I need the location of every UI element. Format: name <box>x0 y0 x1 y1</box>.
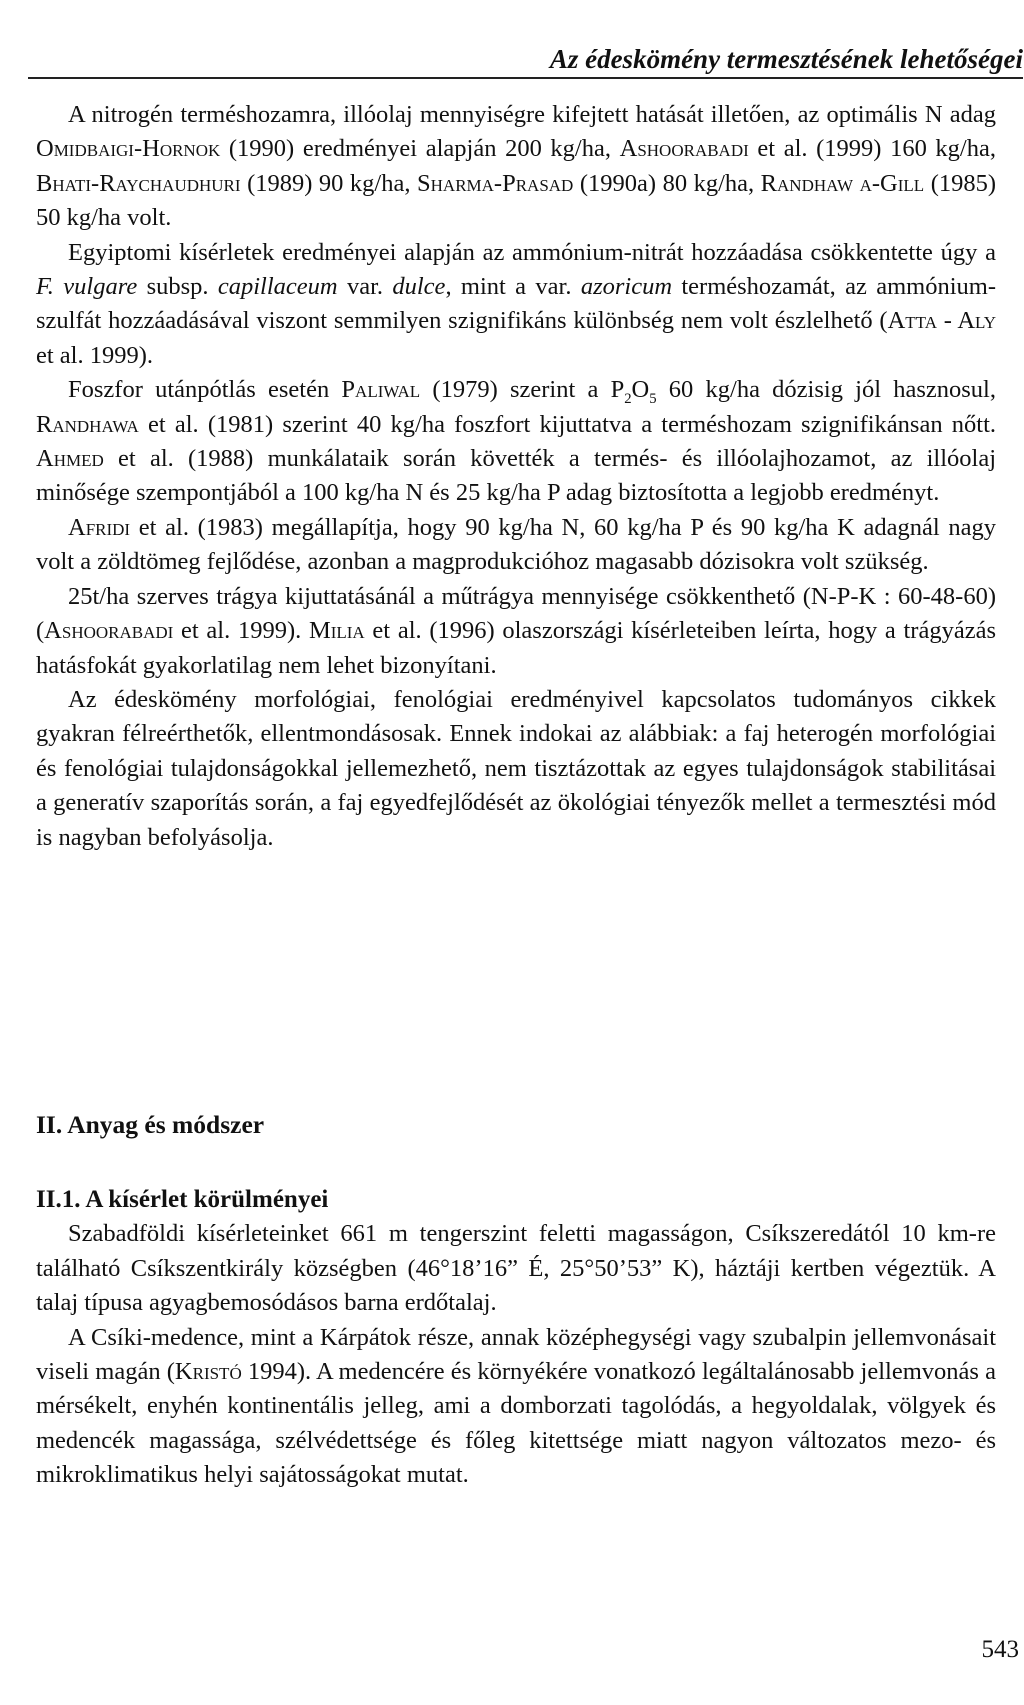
text-span: , mint a var. <box>445 273 581 301</box>
taxon-name: azoricum <box>580 273 673 301</box>
paragraph-manure <box>36 580 996 683</box>
running-title: Az édeskömény termesztésének lehetőségei <box>549 44 1023 74</box>
text-span: (1985) 50 kg/ha volt. <box>36 169 997 232</box>
page-number: 543 <box>981 1636 1019 1663</box>
text-span: subsp. <box>137 273 218 301</box>
author-name: Omidbaigi-Hornok <box>36 135 221 163</box>
section-heading: II. Anyag és módszer <box>36 1110 265 1139</box>
subscript: 5 <box>649 391 657 408</box>
header-rule <box>28 77 1023 79</box>
section-body-1 <box>36 98 996 855</box>
author-name: Ahmed <box>36 445 104 473</box>
taxon-name: capillaceum <box>217 273 338 301</box>
author-name: Kristó <box>174 1358 242 1386</box>
text-span: et al. 1999). <box>173 617 309 645</box>
text-span: et al. (1999) 160 kg/ha, <box>748 135 996 163</box>
text-span: 1994). A medencére és környékére vonatkozó legáltalánosabb jellemvonás a mérsékelt, enyhén kontinentális jelleg, ami a domborzati tagolódás, a hegyoldalak, völgyek és medencék magassága, szélvédettsége és főleg kitettsége miatt nagyon változatos mezo- és mikroklimatikus helyi sajátosságokat mutat. <box>36 1358 996 1489</box>
text-span: A Csíki-medence, mint a Kárpátok része, annak középhegységi vagy szubalpin jellemvonásait viseli magán ( <box>36 1323 996 1386</box>
author-name: Ashoorabadi <box>44 617 174 645</box>
text-span: A nitrogén terméshozamra, illóolaj mennyiségre kifejtett hatását illetően, az optimális N adag <box>68 101 996 128</box>
text-span: (1990a) 80 kg/ha, <box>573 169 761 197</box>
taxon-name: dulce <box>392 273 446 301</box>
text-span: var. <box>337 273 393 301</box>
subscript: 2 <box>624 391 632 408</box>
text-span: et al. (1983) megállapítja, hogy 90 kg/ha N, 60 kg/ha P és 90 kg/ha K adagnál nagy volt a zöldtömeg fejlődése, azonban a magprodukcióhoz magasabb dózisokra volt szükség. <box>36 513 996 576</box>
text-span: (1990) eredményei alapján 200 kg/ha, <box>220 135 620 163</box>
paragraph-climate <box>36 1321 996 1493</box>
paragraph-phosphorus <box>36 373 996 511</box>
author-name: Paliwal <box>341 376 421 404</box>
text-span: O <box>631 376 650 404</box>
author-name: Ashoorabadi <box>619 135 749 163</box>
author-name: Afridi <box>68 513 131 541</box>
section-body-2 <box>36 1183 996 1493</box>
paragraph-nitrogen <box>36 98 996 236</box>
text-span: terméshozamát, az ammónium-szulfát hozzáadásával viszont semmilyen szignifikáns különbség nem volt észlelhető ( <box>36 273 996 335</box>
author-name: Atta - Aly <box>887 307 996 335</box>
text-span: et al. (1988) munkálataik során követték a termés- és illóolajhozamot, az illóolaj minősége szempontjából a 100 kg/ha N és 25 kg/ha P adag biztosította a legjobb eredményt. <box>36 445 996 507</box>
text-span: (1979) szerint a P <box>420 376 625 404</box>
taxon-name: F. vulgare <box>36 273 138 301</box>
author-name: Randhawa <box>36 410 139 438</box>
text-span: Foszfor utánpótlás esetén <box>68 376 342 404</box>
paragraph-site: Szabadföldi kísérleteinket 661 m tengerszint feletti magasságon, Csíkszeredától 10 km-re található Csíkszentkirály községben (46°18’16” É, 25°50’53” K), háztáji kertben végeztük. A talaj típusa agyagbemosódásos barna erdőtalaj. <box>36 1220 996 1317</box>
text-span: 25t/ha szerves trágya kijuttatásánál a műtrágya mennyisége csökkenthető (N-P-K : 60-48-60) ( <box>36 582 996 645</box>
paragraph-afridi <box>36 511 996 580</box>
author-name: Milia <box>308 617 365 645</box>
subsection-heading: II.1. A kísérlet körülményei <box>36 1186 329 1213</box>
text-span: Egyiptomi kísérletek eredményei alapján az ammónium-nitrát hozzáadása csökkentette úgy a <box>68 238 996 266</box>
author-name: Sharma-Prasad <box>417 169 574 197</box>
text-span: et al. (1981) szerint 40 kg/ha foszfort kijuttatva a terméshozam szignifikánsan nőtt. <box>138 410 996 438</box>
text-span: et al. 1999). <box>36 341 154 369</box>
text-span: Az édeskömény morfológiai, fenológiai eredményivel kapcsolatos tudományos cikkek gyakran félreérthetők, ellentmondásosak. Ennek indokai az alábbiak: a faj heterogén morfológiai és fenológiai tulajdonságokkal jellemezhető, nem tisztázottak az egyes tulajdonságok stabilitásai a generatív szaporítás során, a faj egyedfejlődését az ökológiai tényezők mellet a termesztési mód is nagyban befolyásolja. <box>36 685 996 851</box>
author-name: Randhaw a-Gill <box>760 169 925 197</box>
text-span: 60 kg/ha dózisig jól hasznosul, <box>656 376 996 404</box>
author-name: Bhati-Raychaudhuri <box>36 169 241 197</box>
paragraph-egypt <box>36 236 996 374</box>
paragraph-morphology <box>36 683 996 855</box>
text-span: (1989) 90 kg/ha, <box>240 169 418 197</box>
text-span: et al. (1996) olaszországi kísérleteiben leírta, hogy a trágyázás hatásfokát gyakorlatilag nem lehet bizonyítani. <box>36 617 996 679</box>
